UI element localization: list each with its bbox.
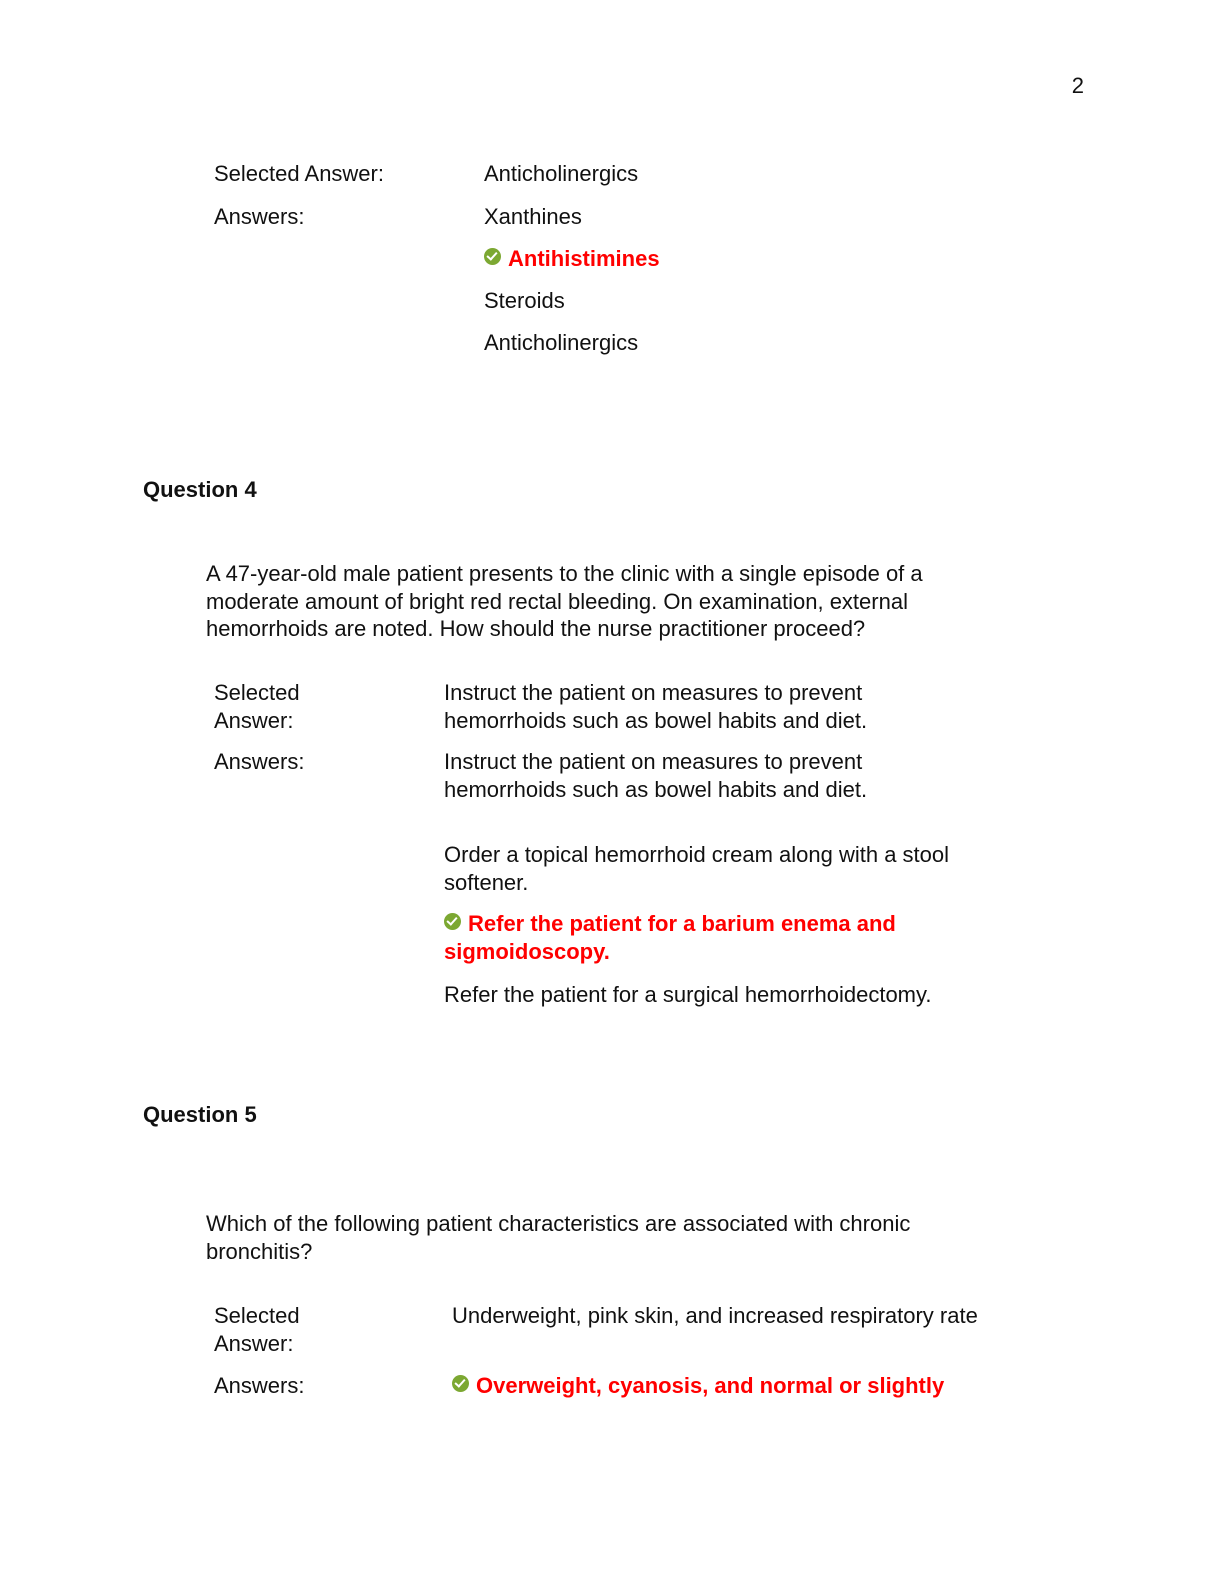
question-5-heading: Question 5 [143, 1102, 257, 1127]
q3-selected-answer-label: Selected Answer: [214, 161, 384, 186]
check-icon [444, 913, 461, 930]
q3-answers-label: Answers: [214, 204, 305, 229]
q3-selected-answer-value: Anticholinergics [484, 161, 639, 186]
q4-answer-option: Refer the patient for a surgical hemorrhoidectomy. [444, 982, 932, 1007]
q5-prompt: Which of the following patient characteristics are associated with chronic bronchitis? [206, 1211, 911, 1264]
q4-answers-label: Answers: [214, 749, 305, 774]
q4-selected-answer-label: Selected Answer: [214, 680, 300, 733]
q5-correct-answer-text: Overweight, cyanosis, and normal or slightly [476, 1373, 945, 1398]
q5-answers-label: Answers: [214, 1373, 305, 1398]
q3-correct-answer-option [484, 245, 660, 273]
q4-selected-answer-value: Instruct the patient on measures to prevent hemorrhoids such as bowel habits and diet. [444, 680, 868, 733]
page-number: 2 [1071, 73, 1084, 98]
q4-correct-answer-text: Refer the patient for a barium enema and sigmoidoscopy. [444, 911, 896, 964]
q4-prompt: A 47-year-old male patient presents to the clinic with a single episode of a moderate amount of bright red rectal bleeding. On examination, external hemorrhoids are noted. How should the nurse practitioner proceed? [206, 561, 923, 641]
q3-correct-answer-text: Antihistimines [508, 246, 660, 271]
check-icon [452, 1375, 469, 1392]
q3-answer-option: Steroids [484, 288, 565, 313]
question-4-heading: Question 4 [143, 477, 257, 502]
q4-answer-option: Order a topical hemorrhoid cream along with a stool softener. [444, 842, 950, 895]
q5-selected-answer-label: Selected Answer: [214, 1303, 300, 1356]
q4-correct-answer-option [444, 910, 964, 965]
q4-answer-option: Instruct the patient on measures to prevent hemorrhoids such as bowel habits and diet. [444, 749, 868, 802]
q3-answer-option: Xanthines [484, 204, 582, 229]
q5-selected-answer-value: Underweight, pink skin, and increased respiratory rate [452, 1303, 978, 1328]
check-icon [484, 248, 501, 265]
q3-answer-option: Anticholinergics [484, 330, 639, 355]
q5-correct-answer-option [452, 1372, 944, 1400]
